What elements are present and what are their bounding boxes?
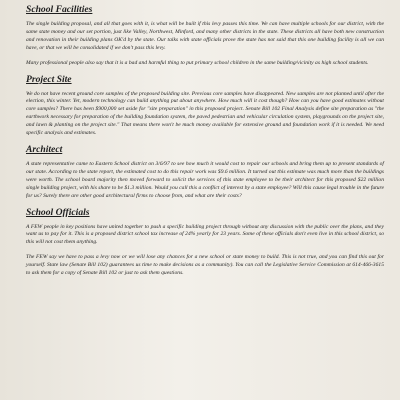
architect-paragraph: A state representative came to Eastern School district on 3/6/97 to see how much it would cost to repair our schools and bring them up to present standards of our state. According to the state report, the estimated cost to do this repair work was $9.6 million. It turned out this estimate was much more than the buildings were worth. The school board majority then moved forward to solicit the services of this state employee to be their architect for this proposed $22 million single building project, with his share to be $1.3 million. Would you call this a conflict of interest by a state employee? Will this cause legal trouble in the future for us? Surely there are other good architectural firms to choose from, and what are their costs? (26, 160, 384, 199)
section-heading-school-officials: School Officials (26, 206, 90, 218)
section-heading-school-facilities: School Facilities (26, 4, 93, 15)
school-facilities-paragraph-1: The single building proposal, and all that goes with it, is what will be built if this levy passes this time. We can have multiple schools for our district, with the same state money and our set portion, just like Valley, Northwest, Minford, and many other districts in the state. These districts all have both new construction and renovation in their building plans OK'd by the state. Our talks with state officials prove the state has not said that this one building facility is all we can have, or that we will be consolidated if we don't pass this levy. (26, 21, 384, 51)
school-facilities-paragraph-2: Many professional people also say that it is a bad and harmful thing to put primary school children in the same building/vicinity as high school students. (26, 59, 369, 66)
section-heading-architect: Architect (26, 143, 63, 155)
project-site-paragraph: We do not have recent ground core samples of the proposed building site. Previous core samples have disappeared. New samples are not planned until after the election, this winter. Yet, modern technology can build anything put about anywhere. How much will it cost though? How can you have good estimates without core samples? There has been $900,000 set aside for "site preparation" in this proposed project. Senate Bill 102 Final Analysis define site preparation as "the earthwork necessary for preparation of the building foundation system, the paved pedestrian and vehicular circulation system, playgrounds on the project site, and lawn & planting on the project site." That means there won't be much money available for extensive ground and foundation work if it is needed. We need specific analysis and estimates. (26, 90, 384, 137)
section-heading-project-site: Project Site (26, 73, 72, 85)
school-officials-paragraph-1: A FEW people in key positions have united together to push a specific building project through without any discussion with the public over the plans, and they want us to pay for it. This is a proposed district school tax increase of 24% yearly for 23 years. Some of these officials don't even live in this school district, so this will not cost them anything. (26, 223, 384, 246)
school-officials-paragraph-2: The FEW say we have to pass a levy now or we will lose any chances for a new school or state money to build. This is not true, and you can find this out for yourself. State law (Senate Bill 102) guarantees us time to make decisions as a community). You can call the Legislative Service Commission at 614-466-3615 to ask them for a copy of Senate Bill 102 or just to ask them questions. (26, 254, 384, 277)
